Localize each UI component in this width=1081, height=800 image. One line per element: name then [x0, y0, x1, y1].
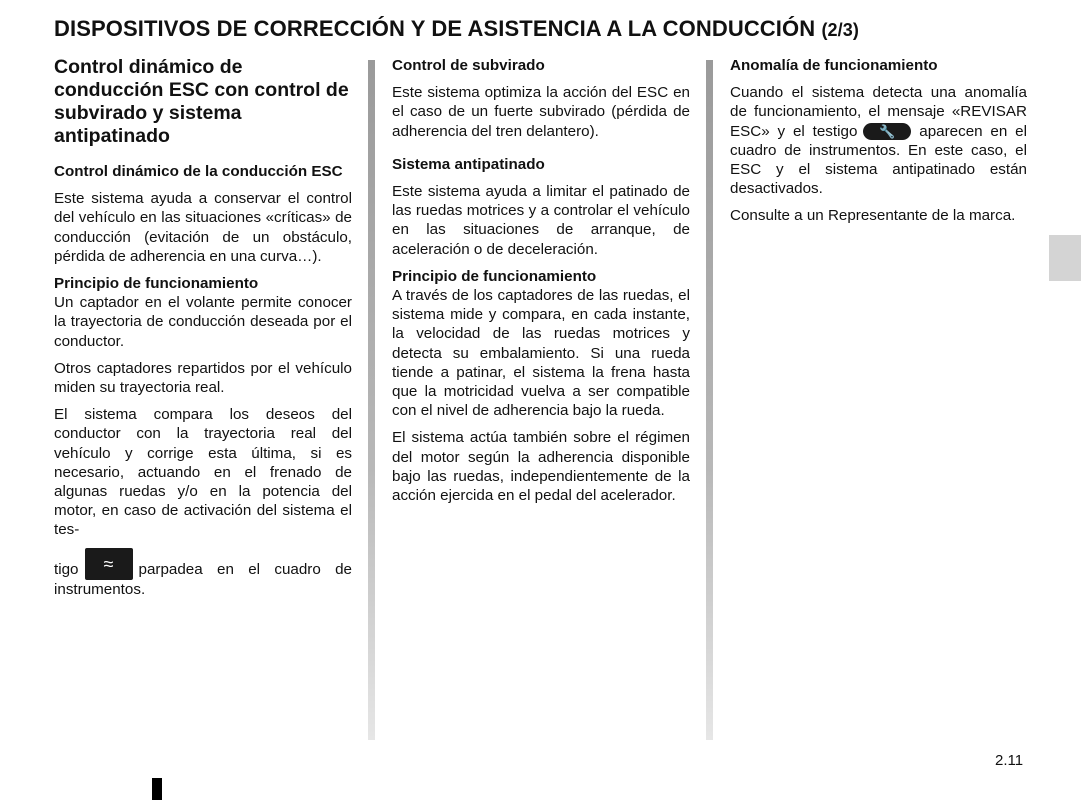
column-divider-1 [368, 60, 375, 740]
paragraph: Un captador en el volante permite conocer la trayectoria de conducción deseada por el conductor. [54, 294, 352, 350]
esc-skid-warning-icon: ≈ [85, 548, 133, 580]
subheading-principle: Principio de funcionamiento [54, 275, 259, 293]
column-1 [54, 56, 352, 599]
paragraph: Este sistema optimiza la acción del ESC en el caso de un fuerte subvirado (pérdida de adherencia del tren delantero). [392, 84, 690, 140]
subheading-understeer: Control de subvirado [392, 57, 545, 74]
paragraph-line [54, 548, 352, 580]
crop-mark [152, 778, 162, 800]
subheading-esc: Control dinámico de la conducción ESC [54, 163, 343, 180]
column-divider-2 [706, 60, 713, 740]
page-part: (2/3) [821, 20, 859, 40]
paragraph: Consulte a un Representante de la marca. [730, 207, 1016, 225]
text-fragment: instrumentos. [54, 580, 146, 598]
subheading-malfunction: Anomalía de funcionamiento [730, 57, 938, 74]
column-2 [392, 56, 690, 513]
paragraph [730, 83, 1027, 198]
page-title [54, 16, 1014, 42]
subheading-traction: Sistema antipatinado [392, 155, 545, 173]
paragraph: A través de los captadores de las ruedas, el sistema mide y compara, en cada instante, la velocidad de las ruedas motrices y detecta su embalamiento. Si una rueda tiende a patinar, el sistema la frena hasta que la motricidad vuelva a ser compatible con el nivel de adherencia bajo la rueda. [392, 287, 690, 420]
paragraph: Este sistema ayuda a conservar el control del vehículo en las situaciones «críticas» de conducción (evitación de un obstáculo, pérdida de adherencia en una curva…). [54, 190, 352, 265]
section-heading: Control dinámico de conducción ESC con control de subvirado y sistema antipatinado [54, 56, 349, 147]
page-title-text: DISPOSITIVOS DE CORRECCIÓN Y DE ASISTENCIA A LA CONDUCCIÓN [54, 16, 816, 41]
text-fragment: tigo [54, 561, 79, 579]
wrench-icon: 🔧 [863, 123, 911, 140]
page-number: 2.11 [995, 752, 1024, 769]
subheading-principle: Principio de funcionamiento [392, 267, 597, 285]
paragraph: El sistema actúa también sobre el régimen del motor según la adherencia disponible bajo las ruedas, independientemente de la acción ejercida en el pedal del acelerador. [392, 429, 690, 505]
paragraph: Otros captadores repartidos por el vehículo miden su trayectoria real. [54, 359, 352, 397]
column-3 [730, 56, 1027, 234]
text-fragment: Cuando el sistema detecta una anomalía de funcionamiento, el mensaje «REVISAR ESC» y el testigo [730, 84, 1027, 140]
paragraph: El sistema compara los deseos del conductor con la trayectoria real del vehículo y corrige esta última, si es necesario, actuando en el frenado de algunas ruedas y/o en la potencia del motor, en caso de activación del sistema el tes- [54, 406, 352, 539]
text-fragment: parpadea en el cuadro de [138, 561, 352, 579]
section-tab-marker [1049, 235, 1081, 281]
text-fragment: aparecen en el cuadro de instrumentos. En este caso, el ESC y el sistema antipatinado están desactivados. [730, 122, 1027, 198]
paragraph: Este sistema ayuda a limitar el patinado de las ruedas motrices y a controlar el vehículo en las situaciones de arranque, de aceleración o de deceleración. [392, 183, 690, 258]
